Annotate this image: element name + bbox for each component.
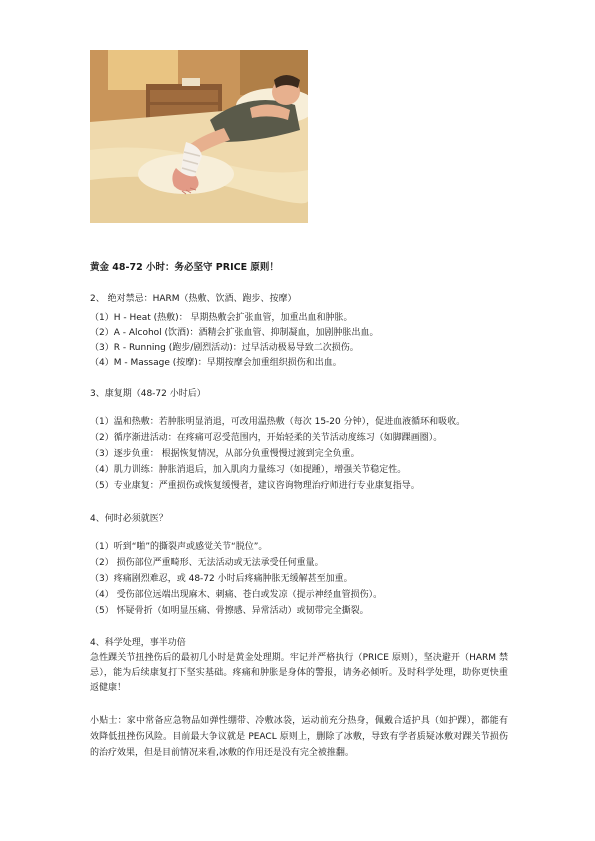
harm-section — [90, 293, 508, 371]
recovery-section — [90, 388, 508, 494]
tip-section — [90, 713, 508, 761]
list-item: （1）H - Heat (热敷)： 早期热敷会扩张血管，加重出血和肿胀。 — [90, 313, 353, 323]
science-heading: 4、科学处理，事半功倍 — [90, 638, 186, 648]
list-item: （2）循序渐进活动：在疼痛可忍受范围内，开始轻柔的关节活动度练习（如脚踝画圈）。 — [90, 433, 443, 443]
list-item: （3）疼痛剧烈难忍，或 48-72 小时后疼痛肿胀无缓解甚至加重。 — [90, 574, 353, 584]
tip-paragraph: 小贴士：家中常备应急物品如弹性绷带、冷敷冰袋，运动前充分热身，佩戴合适护具（如护踝），都能有效降低扭挫伤风险。目前最大争议就是 PEACL 原则上，删除了冰敷，导致有学者质疑冰敷对踝关节损伤的治疗效果，但是目前情况来看,冰敷的作用还是没有完全被推翻。 — [90, 716, 508, 758]
doctor-section — [90, 513, 508, 619]
doctor-heading: 4、何时必须就医？ — [90, 514, 168, 524]
list-item: （4） 受伤部位远端出现麻木、刺痛、苍白或发凉（提示神经血管损伤）。 — [90, 590, 383, 600]
list-item: （4）肌力训练：肿胀消退后，加入肌肉力量练习（如提踵），增强关节稳定性。 — [90, 465, 407, 475]
list-item: （3）逐步负重： 根据恢复情况，从部分负重慢慢过渡到完全负重。 — [90, 449, 360, 459]
list-item: （1）温和热敷：若肿胀明显消退，可改用温热敷（每次 15-20 分钟），促进血液循环和吸收。 — [90, 417, 466, 427]
document-body — [90, 262, 508, 274]
harm-heading: 2、 绝对禁忌：HARM（热敷、饮酒、跑步、按摩） — [90, 294, 297, 304]
science-section — [90, 636, 508, 696]
list-item: （5） 怀疑骨折（如明显压痛、骨擦感、异常活动）或韧带完全撕裂。 — [90, 606, 369, 616]
list-item: （2） 损伤部位严重畸形、无法活动或无法承受任何重量。 — [90, 558, 324, 568]
recovery-heading: 3、康复期（48-72 小时后） — [90, 389, 206, 399]
list-item: （5）专业康复：严重损伤或恢复缓慢者，建议咨询物理治疗师进行专业康复指导。 — [90, 481, 420, 491]
list-item: （2）A - Alcohol (饮酒)：酒精会扩张血管、抑制凝血，加剧肿胀出血。 — [90, 328, 379, 338]
injured-ankle-illustration — [90, 50, 308, 223]
list-item: （3）R - Running (跑步/剧烈活动)：过早活动极易导致二次损伤。 — [90, 343, 359, 353]
science-paragraph: 急性踝关节扭挫伤后的最初几小时是黄金处理期。牢记并严格执行（PRICE 原则），坚决避开（HARM 禁忌），能为后续康复打下坚实基础。疼痛和肿胀是身体的警报，请务必倾听。及时科学处理，助你更快重返健康！ — [90, 653, 508, 693]
list-item: （4）M - Massage (按摩)：早期按摩会加重组织损伤和出血。 — [90, 358, 342, 368]
list-item: （1）听到“啪”的撕裂声或感觉关节“脱位”。 — [90, 542, 268, 552]
section-title: 黄金 48-72 小时：务必坚守 PRICE 原则！ — [90, 262, 279, 273]
